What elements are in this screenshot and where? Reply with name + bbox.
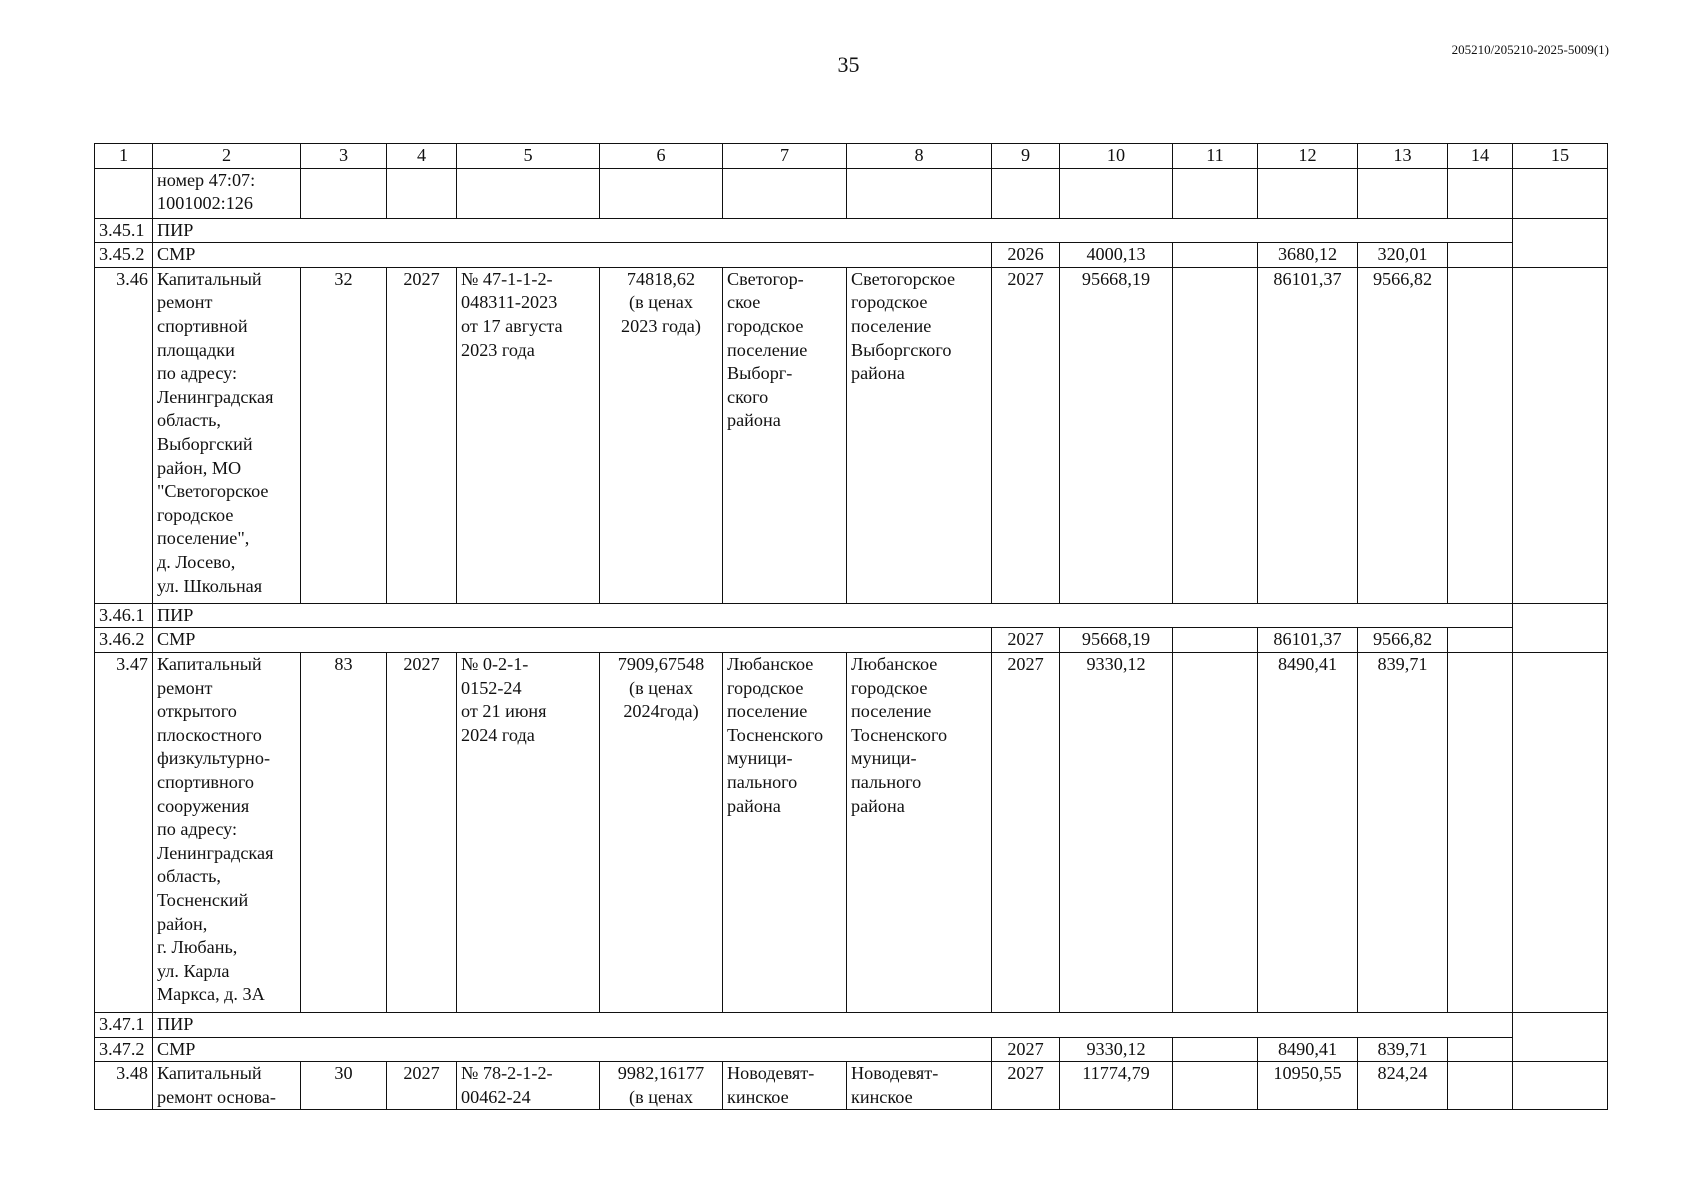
expertise-cell: № 47-1-1-2- 048311-2023 от 17 августа 2023 года bbox=[457, 267, 600, 603]
column-header: 2 bbox=[153, 144, 301, 169]
cost-cell: 7909,67548 (в ценах 2024года) bbox=[600, 652, 723, 1012]
year-cell: 2026 bbox=[992, 243, 1060, 268]
stage-label: СМР bbox=[153, 243, 992, 268]
row-number: 3.46 bbox=[95, 267, 153, 603]
column-header: 9 bbox=[992, 144, 1060, 169]
column-header: 12 bbox=[1258, 144, 1358, 169]
total-cell: 9330,12 bbox=[1060, 1037, 1173, 1062]
total-cell: 9330,12 bbox=[1060, 652, 1173, 1012]
column-header: 5 bbox=[457, 144, 600, 169]
local-cell: 839,71 bbox=[1358, 1037, 1448, 1062]
cost-cell: 9982,16177 (в ценах bbox=[600, 1062, 723, 1110]
year-cell: 2027 bbox=[992, 1062, 1060, 1110]
column-header: 6 bbox=[600, 144, 723, 169]
total-cell: 4000,13 bbox=[1060, 243, 1173, 268]
row-number: 3.46.1 bbox=[95, 603, 153, 628]
row-number: 3.48 bbox=[95, 1062, 153, 1110]
total-cell: 11774,79 bbox=[1060, 1062, 1173, 1110]
regional-cell: 3680,12 bbox=[1258, 243, 1358, 268]
local-cell: 9566,82 bbox=[1358, 267, 1448, 603]
year-cell: 2027 bbox=[992, 652, 1060, 1012]
row-number: 3.47.2 bbox=[95, 1037, 153, 1062]
stage-label: ПИР bbox=[153, 603, 1513, 628]
column-header: 8 bbox=[847, 144, 992, 169]
table-row bbox=[95, 1062, 1608, 1110]
total-cell: 95668,19 bbox=[1060, 628, 1173, 653]
row-number: 3.46.2 bbox=[95, 628, 153, 653]
year-cell: 2027 bbox=[387, 652, 457, 1012]
local-cell: 839,71 bbox=[1358, 652, 1448, 1012]
customer-cell: Новодевят- кинское bbox=[723, 1062, 847, 1110]
customer-cell: Светогор- ское городское поселение Выборг- ского района bbox=[723, 267, 847, 603]
document-id: 205210/205210-2025-5009(1) bbox=[1451, 42, 1609, 57]
column-header: 7 bbox=[723, 144, 847, 169]
column-header: 1 bbox=[95, 144, 153, 169]
table-row bbox=[95, 652, 1608, 1012]
object-name: Капитальный ремонт открытого плоскостного физкультурно- спортивного сооружения по адресу: Ленинградская область, Тосненский район, г. Любань, ул. Карла Маркса, д. 3А bbox=[153, 652, 301, 1012]
column-header: 3 bbox=[301, 144, 387, 169]
table-row bbox=[95, 603, 1608, 628]
table-row bbox=[95, 168, 1608, 218]
table-row bbox=[95, 1037, 1608, 1062]
recipient-cell: Любанское городское поселение Тосненского муници- пального района bbox=[847, 652, 992, 1012]
stage-label: ПИР bbox=[153, 1012, 1513, 1037]
regional-cell: 86101,37 bbox=[1258, 628, 1358, 653]
year-cell: 2027 bbox=[992, 267, 1060, 603]
row-number: 3.47.1 bbox=[95, 1012, 153, 1037]
column-header: 15 bbox=[1513, 144, 1608, 169]
stage-label: СМР bbox=[153, 1037, 992, 1062]
stage-label: СМР bbox=[153, 628, 992, 653]
object-name: номер 47:07: 1001002:126 bbox=[153, 168, 301, 218]
local-cell: 824,24 bbox=[1358, 1062, 1448, 1110]
recipient-cell: Светогорское городское поселение Выборгского района bbox=[847, 267, 992, 603]
capacity-cell: 83 bbox=[301, 652, 387, 1012]
row-number: 3.47 bbox=[95, 652, 153, 1012]
capacity-cell: 30 bbox=[301, 1062, 387, 1110]
row-number: 3.45.1 bbox=[95, 218, 153, 243]
column-header: 14 bbox=[1448, 144, 1513, 169]
table-row bbox=[95, 267, 1608, 603]
total-cell: 95668,19 bbox=[1060, 267, 1173, 603]
object-name: Капитальный ремонт основа- bbox=[153, 1062, 301, 1110]
expertise-cell: № 78-2-1-2- 00462-24 bbox=[457, 1062, 600, 1110]
year-cell: 2027 bbox=[992, 1037, 1060, 1062]
year-cell: 2027 bbox=[387, 267, 457, 603]
page-number: 35 bbox=[837, 52, 860, 77]
local-cell: 320,01 bbox=[1358, 243, 1448, 268]
year-cell: 2027 bbox=[992, 628, 1060, 653]
table-row bbox=[95, 218, 1608, 243]
column-header: 4 bbox=[387, 144, 457, 169]
customer-cell: Любанское городское поселение Тосненского муници- пального района bbox=[723, 652, 847, 1012]
cost-cell: 74818,62 (в ценах 2023 года) bbox=[600, 267, 723, 603]
expertise-cell: № 0-2-1- 0152-24 от 21 июня 2024 года bbox=[457, 652, 600, 1012]
regional-cell: 8490,41 bbox=[1258, 1037, 1358, 1062]
year-cell: 2027 bbox=[387, 1062, 457, 1110]
column-header: 13 bbox=[1358, 144, 1448, 169]
local-cell: 9566,82 bbox=[1358, 628, 1448, 653]
stage-label: ПИР bbox=[153, 218, 1513, 243]
table-row bbox=[95, 1012, 1608, 1037]
budget-table bbox=[94, 143, 1608, 1110]
column-header: 10 bbox=[1060, 144, 1173, 169]
capacity-cell: 32 bbox=[301, 267, 387, 603]
row-number: 3.45.2 bbox=[95, 243, 153, 268]
table-row bbox=[95, 243, 1608, 268]
regional-cell: 86101,37 bbox=[1258, 267, 1358, 603]
column-number-row bbox=[95, 144, 1608, 169]
column-header: 11 bbox=[1173, 144, 1258, 169]
object-name: Капитальный ремонт спортивной площадки по адресу: Ленинградская область, Выборгский район, МО "Светогорское городское поселение", д. Лосево, ул. Школьная bbox=[153, 267, 301, 603]
table-row bbox=[95, 628, 1608, 653]
recipient-cell: Новодевят- кинское bbox=[847, 1062, 992, 1110]
regional-cell: 10950,55 bbox=[1258, 1062, 1358, 1110]
regional-cell: 8490,41 bbox=[1258, 652, 1358, 1012]
